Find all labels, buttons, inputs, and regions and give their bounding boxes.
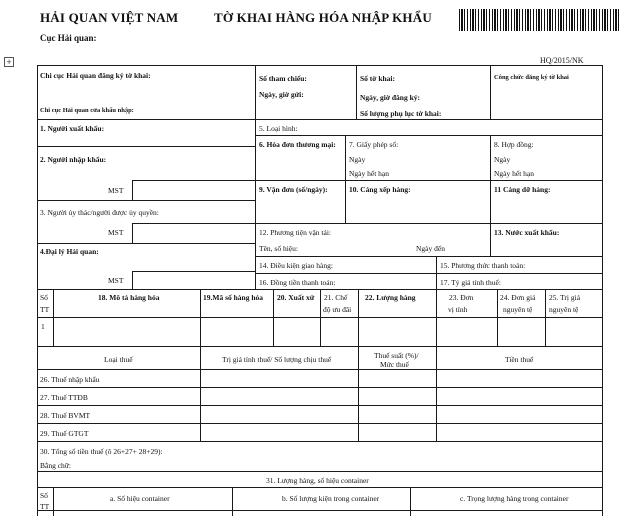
tax-type-header: Loại thuế <box>104 355 133 364</box>
exporter-label: 1. Người xuất khẩu: <box>40 124 105 133</box>
contract-expiry-label: Ngày hết hạn <box>494 169 534 178</box>
goods-preference-header: 21. Chế <box>324 293 348 302</box>
agency-name: HẢI QUAN VIỆT NAM <box>40 10 179 25</box>
goods-value-header: 25. Trị giá <box>549 293 581 302</box>
type-label: 5. Loại hình: <box>259 124 298 133</box>
export-country-label: 13. Nước xuất khẩu: <box>494 228 560 237</box>
license-label: 7. Giấy phép số: <box>349 140 399 149</box>
goods-preference-header-2: độ ưu đãi <box>323 305 352 314</box>
payment-currency-label: 16. Đồng tiền thanh toán: <box>259 278 336 287</box>
transport-name-label: Tên, số hiệu: <box>259 244 298 253</box>
goods-unit-header: 23. Đơn <box>449 293 474 302</box>
exchange-rate-label: 17. Tỷ giá tính thuế: <box>440 278 501 287</box>
tax-rate-header: Thuế suất (%)/ <box>374 351 419 360</box>
taxable-value-header: Trị giá tính thuế/ Số lượng chịu thuế <box>222 355 332 364</box>
send-date-label: Ngày, giờ gửi: <box>259 90 304 99</box>
tax-total-label: 30. Tổng số tiền thuế (ô 26+27+ 28+29): <box>40 447 163 456</box>
tax-amount-header: Tiền thuế <box>505 355 534 364</box>
form-code: HQ/2015/NK <box>540 56 584 65</box>
container-weight-header: c. Trọng lượng hàng trong container <box>460 494 569 503</box>
entrusting-label: 3. Người ủy thác/người được ủy quyền: <box>40 208 159 217</box>
tax-rate-header-2: Mức thuế <box>380 360 409 369</box>
container-no-header-2: TT <box>40 502 50 511</box>
goods-unit-header-2: vị tính <box>448 305 468 314</box>
tax-row-import: 26. Thuế nhập khẩu <box>40 375 100 384</box>
form-title: TỜ KHAI HÀNG HÓA NHẬP KHẨU <box>214 10 432 25</box>
officer-label: Công chức đăng ký tờ khai <box>494 74 569 81</box>
entry-office-label: Chi cục Hải quan cửa khẩu nhập: <box>40 107 134 114</box>
container-packages-header: b. Số lượng kiện trong container <box>282 494 380 503</box>
barcode <box>459 9 619 31</box>
goods-origin-header: 20. Xuất xứ <box>277 293 315 302</box>
goods-unit-price-header: 24. Đơn giá <box>500 293 536 302</box>
mst-label-3: MST <box>108 276 124 285</box>
appendix-count-label: Số lượng phụ lục tờ khai: <box>360 109 442 118</box>
bill-of-lading-label: 9. Vận đơn (số/ngày): <box>259 185 328 194</box>
contract-date-label: Ngày <box>494 155 511 164</box>
tax-in-words-label: Bằng chữ: <box>40 461 71 470</box>
delivery-terms-label: 14. Điều kiện giao hàng: <box>259 261 333 270</box>
payment-method-label: 15. Phương thức thanh toán: <box>440 261 526 270</box>
license-date-label: Ngày <box>349 155 366 164</box>
goods-row-number: 1 <box>41 322 45 331</box>
goods-no-header-2: TT <box>40 305 50 314</box>
tax-row-special: 27. Thuế TTĐB <box>40 393 88 402</box>
goods-no-header: Số <box>40 293 48 302</box>
declaration-no-label: Số tờ khai: <box>360 74 395 83</box>
tax-row-vat: 29. Thuế GTGT <box>40 429 89 438</box>
mst-label-2: MST <box>108 228 124 237</box>
goods-description-header: 18. Mô tả hàng hóa <box>98 293 160 302</box>
table-move-handle-icon[interactable]: + <box>4 57 14 67</box>
goods-quantity-header: 22. Lượng hàng <box>365 293 416 302</box>
goods-value-header-2: nguyên tệ <box>549 305 579 314</box>
container-title: 31. Lượng hàng, số hiệu container <box>266 476 369 485</box>
goods-unit-price-header-2: nguyên tệ <box>503 305 533 314</box>
loading-port-label: 10. Cảng xếp hàng: <box>349 185 411 194</box>
registration-date-label: Ngày, giờ đăng ký: <box>360 93 420 102</box>
unloading-port-label: 11 Cảng dỡ hàng: <box>494 185 551 194</box>
tax-row-environment: 28. Thuế BVMT <box>40 411 91 420</box>
container-number-header: a. Số hiệu container <box>110 494 170 503</box>
license-expiry-label: Ngày hết hạn <box>349 169 389 178</box>
importer-label: 2. Người nhập khẩu: <box>40 155 107 164</box>
reference-no-label: Số tham chiếu: <box>259 74 307 83</box>
arrival-date-label: Ngày đến <box>416 244 445 253</box>
container-no-header: Số <box>40 491 48 500</box>
department-label: Cục Hải quan: <box>40 33 97 43</box>
transport-label: 12. Phương tiện vận tải: <box>259 228 331 237</box>
invoice-label: 6. Hóa đơn thương mại: <box>259 140 336 149</box>
customs-agent-label: 4.Đại lý Hải quan: <box>40 247 99 256</box>
goods-hs-code-header: 19.Mã số hàng hóa <box>203 293 264 302</box>
registering-office-label: Chi cục Hải quan đăng ký tờ khai: <box>40 71 151 80</box>
contract-label: 8. Hợp đồng: <box>494 140 534 149</box>
mst-label-1: MST <box>108 186 124 195</box>
